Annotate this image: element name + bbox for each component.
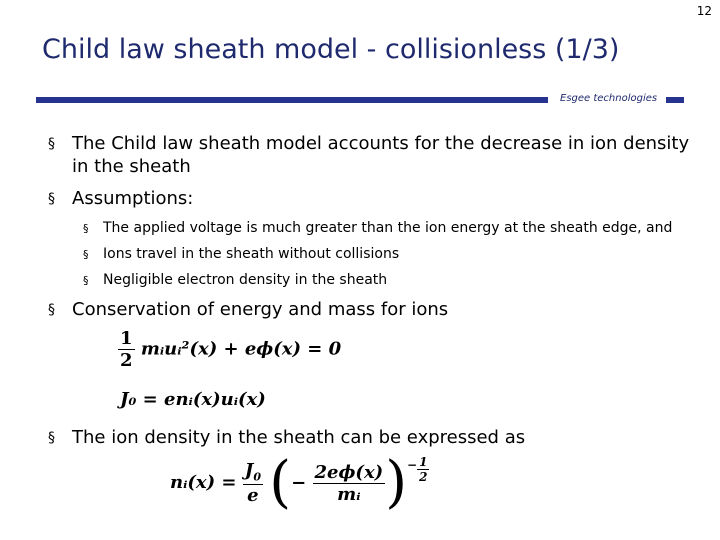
sub-bullet-collisions: § Ions travel in the sheath without collisions [103, 245, 399, 263]
right-paren: ) [385, 450, 408, 515]
bullet-child-law-line2: in the sheath [72, 156, 191, 177]
bullet-conservation: § Conservation of energy and mass for ions [72, 298, 448, 321]
brand-logo: Esgee technologies [560, 93, 658, 104]
title-rule-end [666, 97, 684, 103]
sub-bullet-voltage: § The applied voltage is much greater than the ion energy at the sheath edge, and [103, 219, 672, 237]
left-paren: ( [269, 450, 292, 515]
equation-ion-density-lhs: nᵢ(x) = [170, 472, 237, 493]
equation-energy-rest: mᵢuᵢ²(x) + eϕ(x) = 0 [140, 338, 342, 360]
bullet-child-law-line1: § The Child law sheath model accounts for the decrease in ion density [72, 132, 689, 155]
slide-title: Child law sheath model - collisionless (1/3) [42, 34, 620, 65]
equation-mass: J₀ = enᵢ(x)uᵢ(x) [120, 389, 266, 410]
bullet-ion-density: § The ion density in the sheath can be expressed as [72, 426, 525, 449]
fraction-j0-e: $\frac{J_0}{e}$ [244, 460, 261, 506]
title-rule [36, 97, 548, 103]
equation-energy: $\frac{1}{2}$ mᵢuᵢ²(x) + eϕ(x) = 0 [120, 328, 342, 371]
page-number: 12 [696, 4, 712, 18]
bullet-assumptions: § Assumptions: [72, 187, 193, 210]
minus-sign: − [291, 472, 307, 494]
fraction-potential: $\frac{2e\phi(x)}{\text{mᵢ}}$ [314, 461, 384, 505]
sub-bullet-electron-density: § Negligible electron density in the sheath [103, 271, 387, 289]
exponent: − $\frac{1}{2}$ [407, 455, 428, 484]
equation-ion-density [170, 450, 429, 515]
